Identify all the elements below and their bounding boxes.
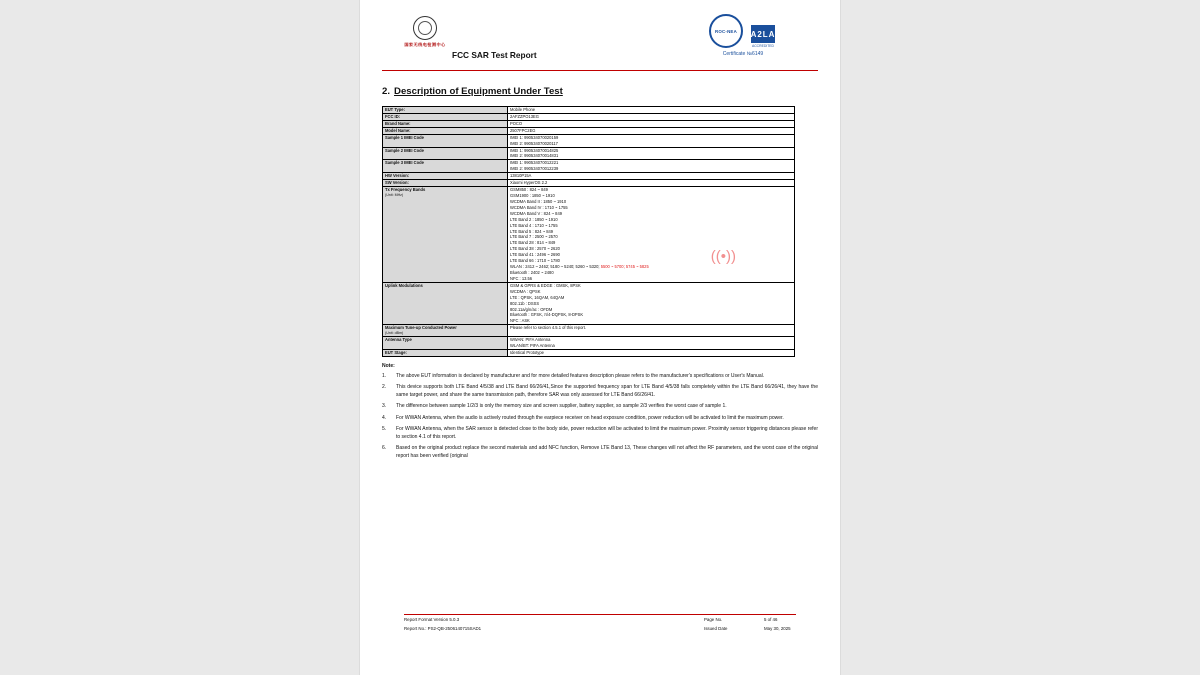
highlighted-band-text: 5500 ~ 5700; 5745 ~ 5825 <box>600 264 649 270</box>
note-item <box>382 383 818 399</box>
table-cell-line: WCDMA Band II : 1850 ~ 1910 <box>510 198 567 204</box>
viewer-background-left <box>0 0 360 675</box>
table-cell-line: WWAN: PIFA Antenna <box>510 337 551 343</box>
document-header <box>382 14 818 72</box>
note-item <box>382 402 818 410</box>
table-row-value <box>508 350 795 357</box>
table-cell-line: GSM850 : 824 ~ 849 <box>510 187 548 193</box>
table-cell-line: 2AFZZPO13EG <box>510 113 539 119</box>
table-cell-line: LTE : QPSK, 16QAM, 64QAM <box>510 294 565 300</box>
table-cell-line: LTE Band 2 : 1850 ~ 1910 <box>510 216 558 222</box>
table-row <box>383 187 795 283</box>
table-row-label: SW Version: <box>383 180 508 187</box>
footer-left <box>404 617 481 631</box>
footer-divider <box>404 614 796 615</box>
table-cell-line: LTE Band 28 : 814 ~ 849 <box>510 240 556 246</box>
table-row <box>383 160 795 173</box>
note-text: The difference between sample 1/2/3 is only the memory size and screen supplier, battery supplier, so sample 2/3 verifies the worst case of sample 1. <box>396 403 727 410</box>
table-cell-line: Bluetooth : GFSK, π/4-DQPSK, 8-DPSK <box>510 312 584 318</box>
table-row-label: Sample 2 IMEI Code <box>383 147 508 160</box>
wifi-watermark-icon: ((•)) <box>710 248 736 266</box>
table-row-label: Tx Frequency Bands (Unit: MHz) <box>383 187 508 283</box>
document-page <box>360 0 840 675</box>
table-cell-line: NFC : 13.56 <box>510 275 533 281</box>
table-cell-line: LTE Band 5 : 824 ~ 849 <box>510 228 554 234</box>
note-index: 5. <box>382 425 387 432</box>
report-title: FCC SAR Test Report <box>452 50 537 60</box>
note-text: For WWAN Antenna, when the SAR sensor is detected close to the body side, power reduction will be activated to limit the maximum power. Proximity sensor triggering distances please refer to section 4.1 of this report. <box>396 425 818 440</box>
table-row-value <box>508 120 795 127</box>
table-cell-line: WCDMA Band IV : 1710 ~ 1755 <box>510 204 568 210</box>
certificate-number: Certificate №6149 <box>722 51 764 57</box>
notes-heading: Note: <box>382 363 395 370</box>
table-row-value <box>508 160 795 173</box>
table-cell-line: 802.11b : DSSS <box>510 300 540 306</box>
table-row <box>383 325 795 337</box>
table-row-label: HW Version: <box>383 173 508 180</box>
table-cell-line: LTE Band 7 : 2500 ~ 2570 <box>510 234 558 240</box>
seal-icon <box>413 16 437 40</box>
table-row-value <box>508 187 795 283</box>
table-cell-line: IMEI 1: 990534070020159 <box>510 134 559 140</box>
table-row <box>383 120 795 127</box>
note-item <box>382 444 818 460</box>
table-cell-line: WCDMA : QPSK <box>510 288 541 294</box>
table-row <box>383 282 795 324</box>
table-cell-line: LTE Band 41 : 2496 ~ 2690 <box>510 252 560 258</box>
table-row-value <box>508 147 795 160</box>
table-cell-line: IMEI 2: 990534070020117 <box>510 140 558 146</box>
table-row-label: Model Name: <box>383 127 508 134</box>
page-no-label: Page No. <box>704 617 723 622</box>
a2la-accredited-label: ACCREDITED <box>751 44 775 48</box>
table-cell-line: IMEI 1: 990534070012221 <box>510 160 559 166</box>
table-cell-line: WLAN/BT: PIFA Antenna <box>510 343 555 349</box>
eut-description-table <box>382 106 795 357</box>
table-row <box>383 134 795 147</box>
table-row-label: Brand Name: <box>383 120 508 127</box>
table-row-value <box>508 180 795 187</box>
table-row <box>383 180 795 187</box>
note-item <box>382 414 818 422</box>
table-row-label-sub: (Unit: MHz) <box>385 192 404 197</box>
table-row-value <box>508 134 795 147</box>
note-index: 3. <box>382 403 387 410</box>
table-cell-line: Bluetooth : 2402 ~ 2480 <box>510 269 554 275</box>
table-row-label: Antenna Type <box>383 337 508 350</box>
table-row-value <box>508 127 795 134</box>
a2la-mark: A2LA <box>751 25 775 43</box>
table-row-value <box>508 107 795 114</box>
table-cell-line: Mobile Phone <box>510 107 536 112</box>
footer-middle-values <box>764 617 791 631</box>
table-row-label: FCC ID: <box>383 113 508 120</box>
table-cell-line: Please refer to section 4.5.1 of this report. <box>510 325 587 331</box>
note-index: 6. <box>382 444 387 451</box>
table-row-value <box>508 113 795 120</box>
table-cell-line: 2507FPC2EG <box>510 127 536 133</box>
header-left-logo-text: 国家无线电检测中心 <box>404 42 446 47</box>
table-row-label: Uplink Modulations <box>383 282 508 324</box>
header-divider <box>382 70 818 71</box>
report-format-version: Report Format Version 5.0.3 <box>404 617 460 622</box>
table-cell-line: 802.11a/g/n/ac : OFDM <box>510 306 553 312</box>
table-row-label: Sample 1 IMEI Code <box>383 134 508 147</box>
issued-date-label: Issued Date <box>704 626 728 631</box>
a2la-badge-icon <box>749 18 777 48</box>
table-cell-line: GSM & GPRS & EDGE : GMSK, 8PSK <box>510 282 581 288</box>
table-row <box>383 113 795 120</box>
table-row-label: EUT Stage: <box>383 350 508 357</box>
table-cell-line: LTE Band 66 : 1710 ~ 1780 <box>510 258 560 264</box>
notes-list <box>382 372 818 460</box>
table-row <box>383 173 795 180</box>
table-row-value <box>508 173 795 180</box>
table-row <box>383 350 795 357</box>
page-footer <box>404 617 796 637</box>
note-item <box>382 372 818 380</box>
table-row <box>383 127 795 134</box>
note-text: This device supports both LTE Band 4/5/38 and LTE Band 66/26/41,Since the supported frequency span for LTE Band 4/5/38 falls completely within the LTE Band 66/26/41, they have the same target power, and share the same transmission path, therefore SAR was only assessed for LTE Band 66/26/41. <box>396 384 818 399</box>
viewer-background-right <box>840 0 1200 675</box>
table-cell-line: 13810P15A <box>510 173 532 179</box>
table-cell-line: NFC : ASK <box>510 318 530 324</box>
table-cell-line: LTE Band 4 : 1710 ~ 1755 <box>510 222 558 228</box>
accreditation-logos <box>668 14 818 57</box>
section-title-text: Description of Equipment Under Test <box>394 86 563 97</box>
table-row-label: Maximum Tune-up Conducted Power (Unit: dBm) <box>383 325 508 337</box>
table-row-value <box>508 337 795 350</box>
issued-date-value: May 30, 2025 <box>764 626 791 631</box>
table-row <box>383 107 795 114</box>
note-text: For WWAN Antenna, when the audio is actively routed through the earpiece receiver on head exposure condition, power reduction will be activated to limit the maximum power. <box>396 414 784 421</box>
table-row-label: Sample 3 IMEI Code <box>383 160 508 173</box>
table-cell-line: IMEI 2: 990534070012239 <box>510 166 559 172</box>
table-cell-line: POCO <box>510 120 523 126</box>
table-cell-line: IMEI 1: 990534070014825 <box>510 147 559 153</box>
note-index: 2. <box>382 384 387 391</box>
table-cell-line: GSM1900 : 1850 ~ 1910 <box>510 192 555 198</box>
table-cell-line: WLAN : 2412 ~ 2462; 5180 ~ 5240; 5260 ~ 5320; 5500 ~ 5700; 5745 ~ 5825 <box>510 264 649 270</box>
table-cell-line: Xiaomi HyperOS 2.2 <box>510 180 548 186</box>
table-row <box>383 337 795 350</box>
table-cell-line: Identical Prototype <box>510 350 544 356</box>
report-number: Report No.: PS2-QB-2506140715SAD1 <box>404 626 482 631</box>
roc-nea-badge-icon: ROC-NEA <box>709 14 743 48</box>
table-row-value <box>508 282 795 324</box>
section-number: 2. <box>382 86 391 97</box>
note-text: The above EUT information is declared by manufacturer and for more detailed features description please refers to the manufacturer's specifications or User's Manual. <box>396 373 765 380</box>
note-index: 4. <box>382 414 387 421</box>
footer-middle-labels <box>704 617 727 631</box>
note-text: Based on the original product replace the second materials and add NFC function, Remove LTE Band 13, These changes will not affect the RF parameters, and the worst case of the original report has been verified (original <box>396 444 818 459</box>
table-row <box>383 147 795 160</box>
note-index: 1. <box>382 373 387 380</box>
note-item <box>382 425 818 441</box>
table-cell-line: WCDMA Band V : 824 ~ 849 <box>510 210 562 216</box>
table-cell-line: IMEI 2: 990534070014831 <box>510 153 559 159</box>
table-row-label: EUT Type: <box>383 107 508 114</box>
table-row-value <box>508 325 795 337</box>
page-no-value: 5 of 46 <box>764 617 778 622</box>
section-heading <box>382 86 818 97</box>
cnas-seal-logo <box>402 16 448 48</box>
table-row-label-sub: (Unit: dBm) <box>385 331 404 336</box>
table-cell-line: LTE Band 38 : 2570 ~ 2620 <box>510 246 560 252</box>
